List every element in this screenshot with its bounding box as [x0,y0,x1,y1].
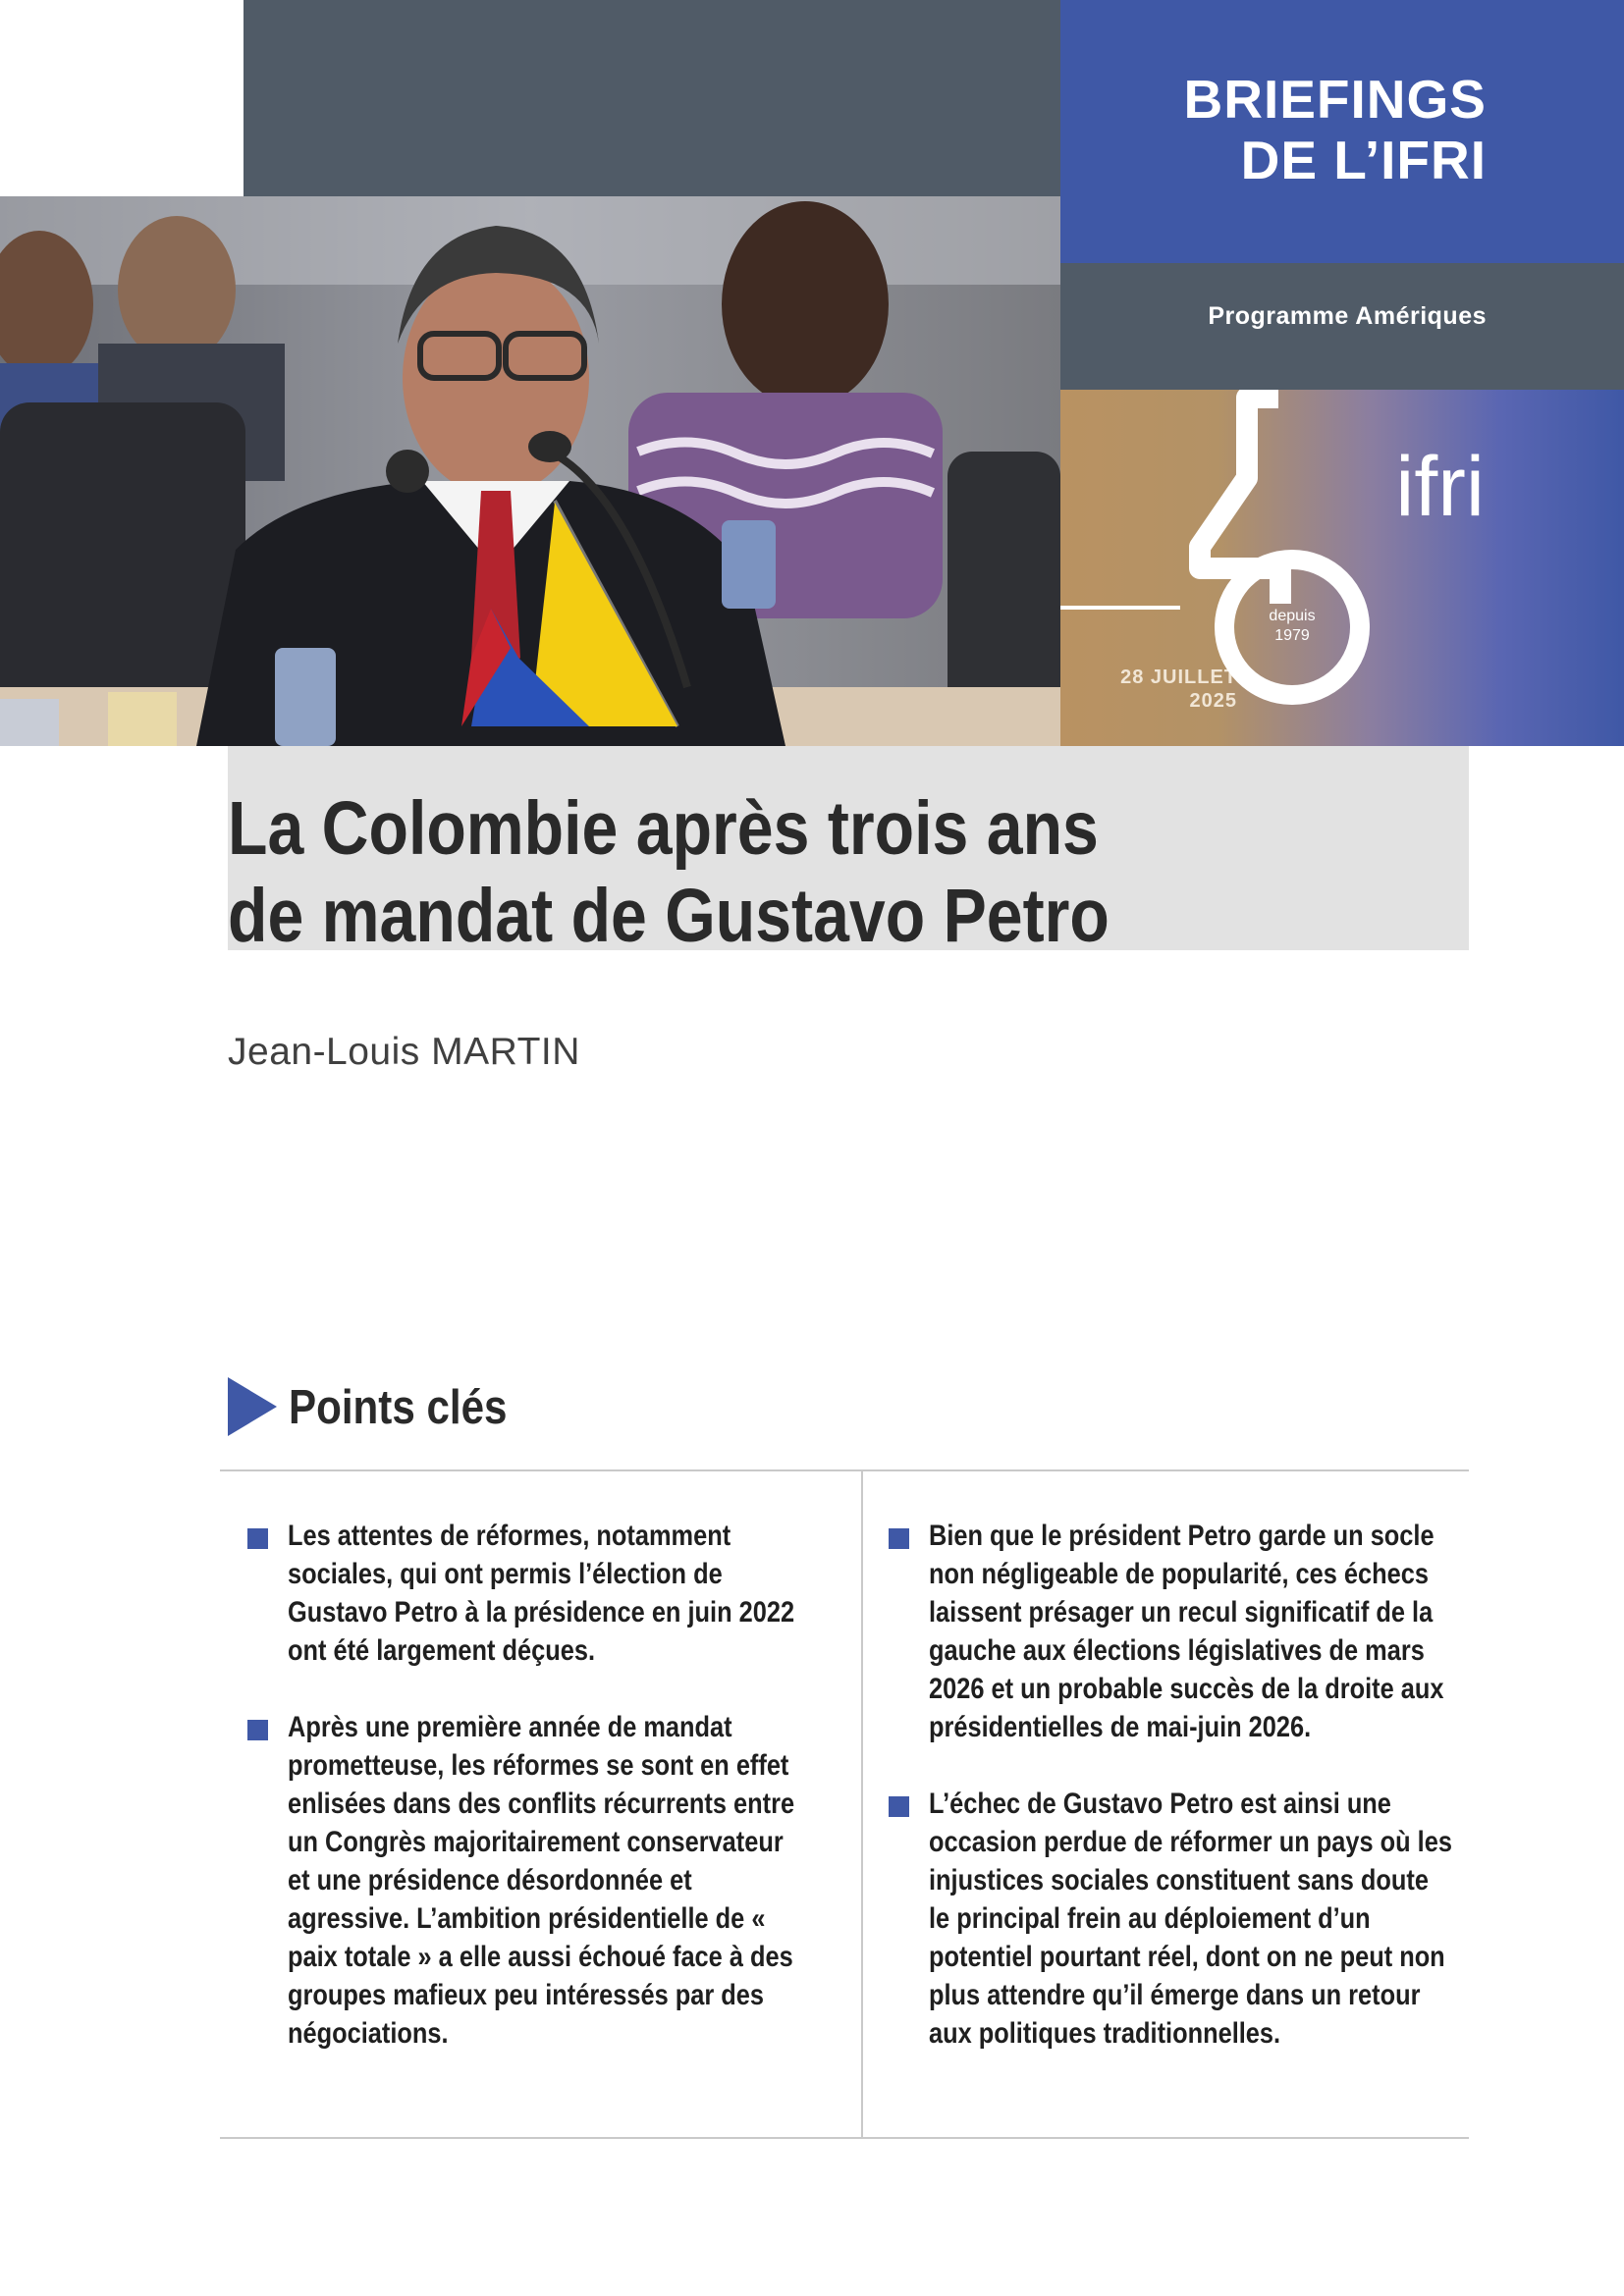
publication-date-day-month: 28 JUILLET [1120,667,1237,688]
key-points-top-rule [220,1469,1469,1471]
key-points-left-column [247,1517,837,2091]
key-points-heading: Points clés [289,1381,508,1434]
square-bullet-icon [247,1528,268,1549]
logo-since-label: depuis [1269,608,1316,624]
document-title-line2: de mandat de Gustavo Petro [228,874,1110,958]
series-title-line1: BRIEFINGS [1183,69,1487,130]
author-name: Jean-Louis MARTIN [228,1031,580,1073]
key-point-text: Après une première année de mandat prometteuse, les réformes se sont en effet enlisées dans des conflits récurrents entre un Congrès majoritairement conservateur et une présidence désordonnée et agressive. L’ambition présidentielle de « paix totale » a elle aussi échoué face à des groupes mafieux peu intéressés par des négociations. [288,1711,795,2050]
drink-can-left [275,648,336,746]
square-bullet-icon [889,1796,909,1817]
key-point [889,1785,1478,2053]
document-title [228,785,1326,960]
logo-since-year: 1979 [1274,627,1310,644]
background-person-2 [118,216,236,363]
header-slate-block [244,0,1060,196]
key-point-text: Les attentes de réformes, notamment sociales, qui ont permis l’élection de Gustavo Petro à la présidence en juin 2022 ont été largement déçues. [288,1520,795,1667]
key-point [247,1517,837,1670]
play-arrow-icon [228,1377,277,1436]
key-point [889,1517,1478,1746]
square-bullet-icon [247,1720,268,1740]
program-label: Programme Amériques [1208,302,1487,330]
key-points-column-divider [861,1470,863,2138]
publication-date-year: 2025 [1189,690,1237,712]
square-bullet-icon [889,1528,909,1549]
logo-wordmark: ifri [1395,440,1485,534]
ifri-45-logo [1060,390,1624,746]
series-title [1060,69,1487,190]
key-points-bottom-rule [220,2137,1469,2139]
background-person-right [722,201,889,407]
key-point [247,1708,837,2053]
series-title-line2: DE L’IFRI [1240,130,1487,190]
key-point-text: Bien que le président Petro garde un socle non négligeable de popularité, ces échecs laissent présager un recul significatif de la gauche aux élections législatives de mars 2026 et un probable succès de la droite aux présidentielles de mai-juin 2026. [929,1520,1444,1743]
key-points-right-column [889,1517,1478,2091]
key-point-text: L’échec de Gustavo Petro est ainsi une occasion perdue de réformer un pays où les injustices sociales constituent sans doute le principal frein au déploiement d’un potentiel pourtant réel, dont on ne peut non plus attendre qu’il émerge dans un retour aux politiques traditionnelles. [929,1788,1452,2050]
drink-can-right [722,520,776,609]
document-title-line1: La Colombie après trois ans [228,786,1099,871]
cover-photo [0,196,1060,746]
